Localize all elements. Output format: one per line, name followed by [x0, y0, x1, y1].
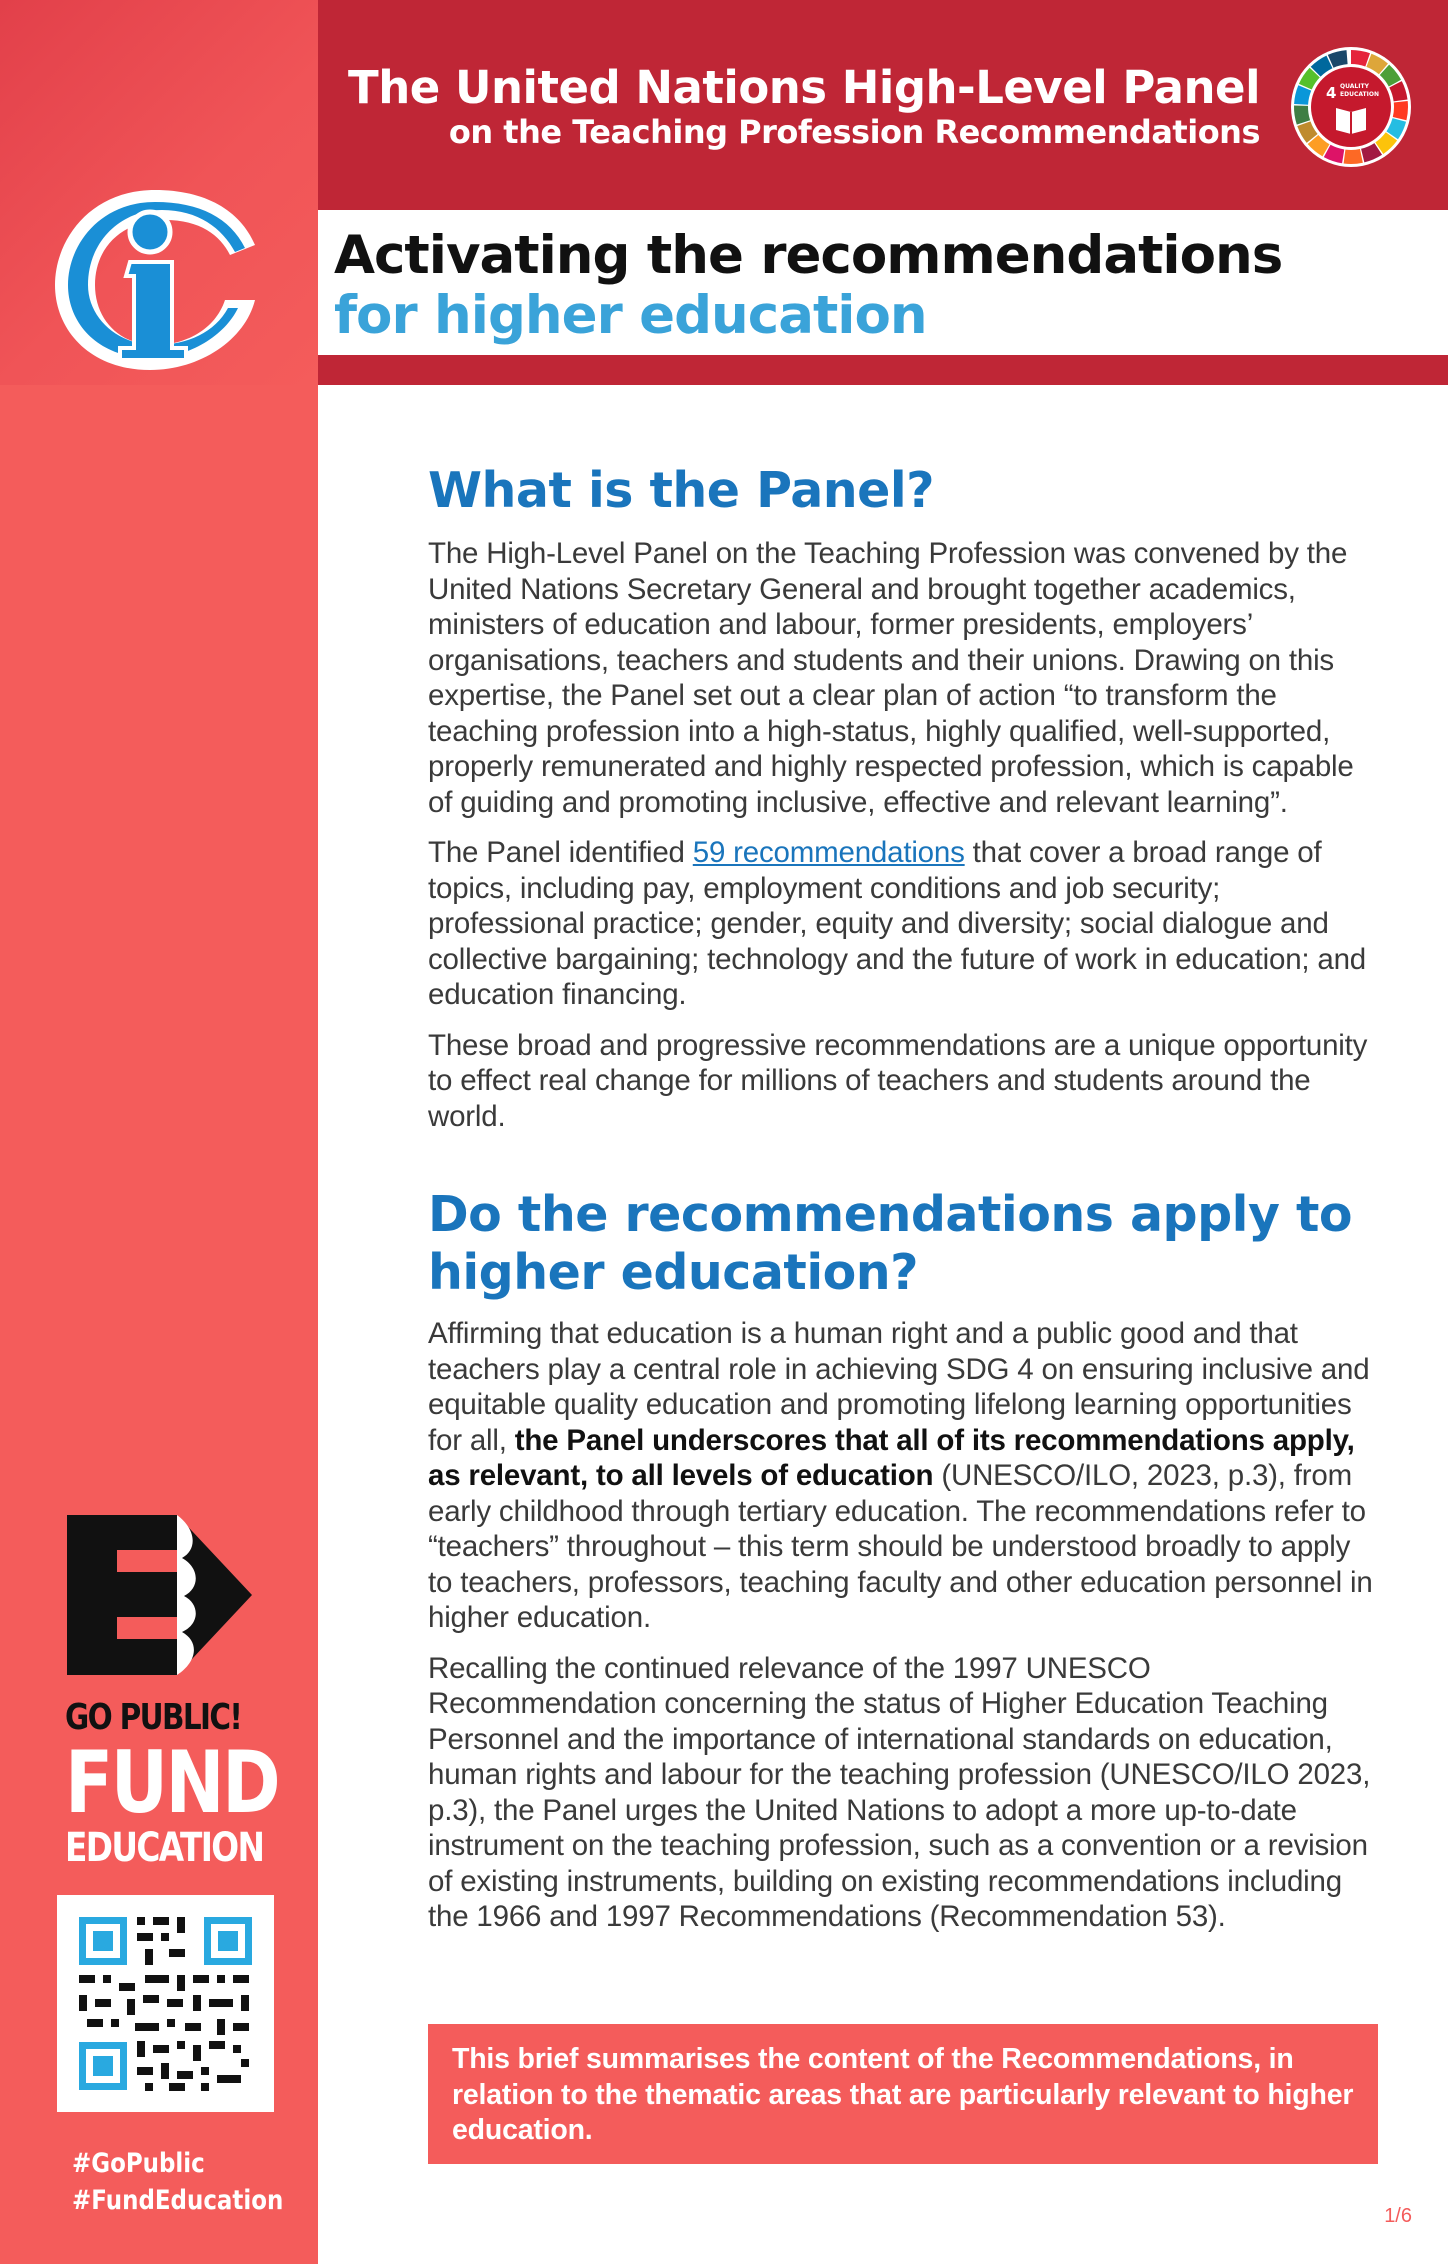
paragraph-recommendations [428, 835, 1378, 1013]
campaign-wordmark [65, 1697, 295, 1871]
paragraph-panel-intro: The High-Level Panel on the Teaching Profession was convened by the United Nations Secretary General and brought together academics, ministers of education and labour, former presidents, employers’ organisations, teachers and students and their unions. Drawing on this expertise, the Panel set out a clear plan of action “to transform the teaching profession into a high-status, highly qualified, well-supported, properly remunerated and highly respected profession, which is capable of guiding and promoting inclusive, effective and relevant learning”. [428, 537, 1354, 819]
recommendations-link[interactable]: 59 recommendations [692, 836, 965, 869]
paragraph-recommendations-lead: The Panel identified [428, 836, 693, 869]
paragraph-affirming-lead: Affirming that education is a human right and a public good and that teachers play a central role in achieving SDG 4 on ensuring inclusive and equitable quality education and promoting lifelong learning opportunities for all, [428, 1317, 1370, 1457]
hashtags [72, 2145, 283, 2219]
qr-code-icon [57, 1895, 274, 2112]
pencil-e-logo [62, 1510, 262, 1680]
sdg-number: 4 [1326, 84, 1337, 102]
paragraph-recalling: Recalling the continued relevance of the 1997 UNESCO Recommendation concerning the status of Higher Education Teaching Personnel and the importance of international standards on education, human rights and labour for the teaching profession (UNESCO/ILO 2023, p.3), the Panel urges the United Nations to adopt a more up-to-date instrument on the teaching profession, such as a convention or a revision of existing instruments, building on existing recommendations including the 1966 and 1997 Recommendations (Recommendation 53). [428, 1651, 1371, 1933]
heading-what-is-the-panel: What is the Panel? [428, 462, 935, 519]
qr-code[interactable] [57, 1895, 274, 2112]
summary-callout-text: This brief summarises the content of the Recommendations, in relation to the thematic areas that are particularly relevant to higher education. [452, 2043, 1354, 2146]
header-title-line-2: on the Teaching Profession Recommendations [448, 113, 1260, 151]
hashtag-go-public[interactable]: #GoPublic [72, 2148, 205, 2179]
title-underline-bar [318, 355, 1448, 385]
campaign-line-2: FUND [65, 1733, 279, 1833]
title-line-1: Activating the recommendations [334, 225, 1283, 286]
header-title-line-1: The United Nations High-Level Panel [348, 61, 1260, 114]
sdg-4-quality-education-icon [1290, 46, 1412, 168]
document-title [334, 226, 1282, 346]
title-line-2: for higher education [334, 285, 927, 346]
paragraph-affirming [428, 1316, 1378, 1636]
paragraph-affirming-bold: the Panel underscores that all of its recommendations apply, as relevant, to all levels of education [428, 1423, 1355, 1492]
sdg-label-1: QUALITY [1340, 83, 1369, 90]
paragraph-recommendations-rest: that cover a broad range of topics, including pay, employment conditions and job security; professional practice; gender, equity and diversity; social dialogue and collective bargaining; technology and the future of work in education; and education financing. [428, 836, 1367, 1011]
campaign-line-1: GO PUBLIC! [65, 1697, 242, 1738]
paragraph-opportunity: These broad and progressive recommendations are a unique opportunity to effect real change for millions of teachers and students around the world. [428, 1028, 1368, 1133]
hashtag-fund-education[interactable]: #FundEducation [72, 2185, 284, 2216]
paragraph-affirming-rest: (UNESCO/ILO, 2023, p.3), from early childhood through tertiary education. The recommendations refer to “teachers” throughout – this term should be understood broadly to apply to teachers, professors, teaching faculty and other education personnel in higher education. [428, 1459, 1373, 1634]
main-content [428, 462, 1378, 1935]
heading-apply-higher-education: Do the recommendations apply to higher education? [428, 1186, 1353, 1301]
sdg-label-2: EDUCATION [1340, 91, 1379, 98]
header-title [348, 62, 1260, 150]
education-international-logo [50, 180, 260, 380]
page-number: 1/6 [1384, 2205, 1412, 2227]
summary-callout [428, 2024, 1378, 2164]
campaign-line-3: EDUCATION [65, 1825, 264, 1871]
